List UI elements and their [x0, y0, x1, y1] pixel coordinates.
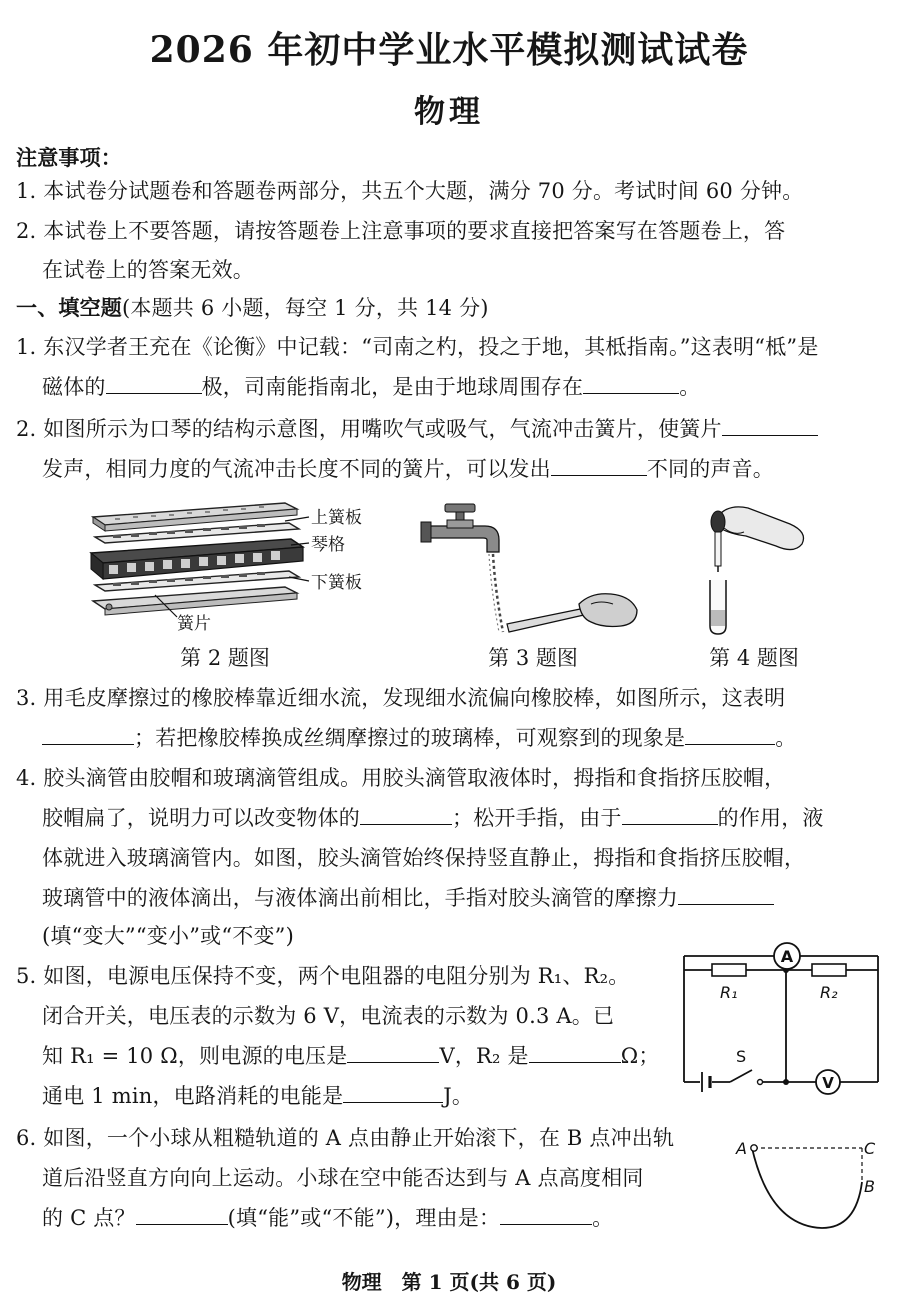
page-footer: 物理 第 1 页(共 6 页) [341, 1270, 557, 1294]
q1-blank-1[interactable] [106, 371, 202, 394]
caption-fig-2: 第 2 题图 [180, 646, 270, 670]
circuit-diagram [676, 936, 886, 1098]
q3-line-1: 3. 用毛皮摩擦过的橡胶棒靠近细水流，发现细水流偏向橡胶棒，如图所示，这表明 [16, 686, 786, 710]
section-heading [16, 292, 489, 324]
q4-line-3: 体就进入玻璃滴管内。如图，胶头滴管始终保持竖直静止，拇指和食指挤压胶帽， [42, 846, 806, 870]
q5-text-e: J。 [443, 1084, 474, 1108]
section-info: (本题共 6 小题，每空 1 分，共 14 分) [122, 296, 489, 320]
q1-text-b: 极，司南能指南北，是由于地球周围存在 [201, 375, 584, 399]
q4-text-d: 玻璃管中的液体滴出，与液体滴出前相比，手指对胶头滴管的摩擦力 [42, 886, 678, 910]
q6-line-1: 6. 如图，一个小球从粗糙轨道的 A 点由静止开始滚下，在 B 点冲出轨 [16, 1126, 675, 1150]
point-b-label: B [864, 1177, 875, 1196]
q6-blank-1[interactable] [136, 1202, 228, 1225]
label-comb: 琴格 [311, 535, 345, 555]
ball-icon [751, 1145, 757, 1151]
label-upper-reed-plate: 上簧板 [311, 508, 362, 528]
q2-blank-1[interactable] [722, 413, 818, 436]
voltmeter-label: V [822, 1074, 834, 1092]
q5-line-1: 5. 如图，电源电压保持不变，两个电阻器的电阻分别为 R₁、R₂。 [16, 964, 630, 988]
r2-label: R₂ [820, 983, 838, 1002]
q4-line-1: 4. 胶头滴管由胶帽和玻璃滴管组成。用胶头滴管取液体时，拇指和食指挤压胶帽， [16, 766, 786, 790]
q2-text-a2: 发声，相同力度的气流冲击长度不同的簧片，可以发出 [42, 457, 551, 481]
q4-text-b: ；松开手指，由于 [452, 806, 622, 830]
q3-line-2 [42, 722, 796, 754]
dropper-figure [690, 500, 830, 640]
q4-line-5: (填“变大”“变小”或“不变”) [42, 924, 294, 948]
q1-line-1: 1. 东汉学者王充在《论衡》中记载：“司南之杓，投之于地，其柢指南。”这表明“柢”是 [16, 335, 819, 359]
q6-line-2: 道后沿竖直方向向上运动。小球在空中能否达到与 A 点高度相同 [42, 1166, 644, 1190]
q3-text-c: 。 [775, 726, 797, 750]
q4-text-a: 胶帽扁了，说明力可以改变物体的 [42, 806, 360, 830]
dropper-icon [711, 511, 725, 572]
q5-text-c: Ω； [620, 1044, 660, 1068]
notes-item-2-line-1: 2. 本试卷上不要答题，请按答题卷上注意事项的要求直接把答案写在答题卷上，答 [16, 219, 786, 243]
q5-line-3 [42, 1040, 660, 1072]
exam-title: 2026 年初中学业水平模拟测试试卷 [149, 29, 749, 71]
q6-text-a: 的 C 点？ [42, 1206, 136, 1230]
q6-line-3 [42, 1202, 613, 1234]
q3-blank-1[interactable] [42, 722, 134, 745]
label-lower-reed-plate: 下簧板 [311, 573, 362, 593]
harmonica-lower-plate [93, 587, 297, 615]
q4-text-c: 的作用，液 [717, 806, 824, 830]
q1-line-2 [42, 371, 700, 403]
q1-text-c: 。 [679, 375, 701, 399]
hand-icon [579, 594, 637, 627]
battery-icon [702, 1072, 710, 1092]
q5-text-b: V，R₂ 是 [439, 1044, 529, 1068]
hand-icon [720, 507, 804, 550]
caption-fig-3: 第 3 题图 [488, 646, 578, 670]
voltmeter-icon [816, 1070, 840, 1094]
resistor-r2 [812, 964, 846, 976]
section-title: 一、填空题 [16, 295, 122, 320]
test-tube-icon [710, 580, 726, 634]
switch-label: S [736, 1047, 747, 1066]
ammeter-label: A [780, 947, 794, 966]
q6-blank-2[interactable] [500, 1202, 592, 1225]
ammeter-icon [774, 943, 800, 969]
q5-text-a: 知 R₁ = 10 Ω，则电源的电压是 [42, 1044, 348, 1068]
q5-line-4 [42, 1080, 473, 1112]
notes-item-2-line-2: 在试卷上的答案无效。 [42, 258, 254, 282]
q1-text-a: 磁体的 [42, 375, 106, 399]
notes-item-1: 1. 本试卷分试题卷和答题卷两部分，共五个大题，满分 70 分。考试时间 60 分钟。 [16, 179, 804, 203]
faucet-icon [421, 504, 499, 552]
q4-blank-2[interactable] [622, 802, 718, 825]
water-stream [493, 554, 503, 632]
notes-heading: 注意事项： [16, 145, 122, 170]
q3-text-b: ；若把橡胶棒换成丝绸摩擦过的玻璃棒，可观察到的现象是 [134, 726, 686, 750]
resistor-r1 [712, 964, 746, 976]
track-curve [752, 1148, 862, 1228]
point-a-label: A [736, 1139, 747, 1158]
q5-blank-1[interactable] [347, 1040, 439, 1063]
faucet-figure [415, 500, 645, 640]
q2-text-b: 不同的声音。 [646, 457, 775, 481]
q5-blank-2[interactable] [529, 1040, 621, 1063]
q4-line-2 [42, 802, 824, 834]
q2-line-2 [42, 453, 774, 485]
harmonica-figure [85, 495, 385, 635]
q2-line-1 [16, 413, 818, 445]
q2-blank-2[interactable] [551, 453, 647, 476]
caption-fig-4: 第 4 题图 [709, 646, 799, 670]
q5-text-d: 通电 1 min，电路消耗的电能是 [42, 1084, 344, 1108]
q6-text-b: (填“能”或“不能”)，理由是： [227, 1206, 501, 1230]
q4-blank-1[interactable] [360, 802, 452, 825]
q4-blank-3[interactable] [678, 882, 774, 905]
subject-title: 物理 [414, 94, 484, 130]
label-reed: 簧片 [177, 614, 211, 634]
point-c-label: C [864, 1139, 876, 1158]
r1-label: R₁ [720, 983, 738, 1002]
track-diagram [730, 1128, 880, 1238]
q1-blank-2[interactable] [583, 371, 679, 394]
q5-blank-3[interactable] [343, 1080, 443, 1103]
q2-text-a: 2. 如图所示为口琴的结构示意图，用嘴吹气或吸气，气流冲击簧片，使簧片 [16, 417, 722, 441]
q5-line-2: 闭合开关，电压表的示数为 6 V，电流表的示数为 0.3 A。已 [42, 1004, 615, 1028]
q6-text-c: 。 [592, 1206, 614, 1230]
q3-blank-2[interactable] [685, 722, 775, 745]
q4-line-4 [42, 882, 774, 914]
